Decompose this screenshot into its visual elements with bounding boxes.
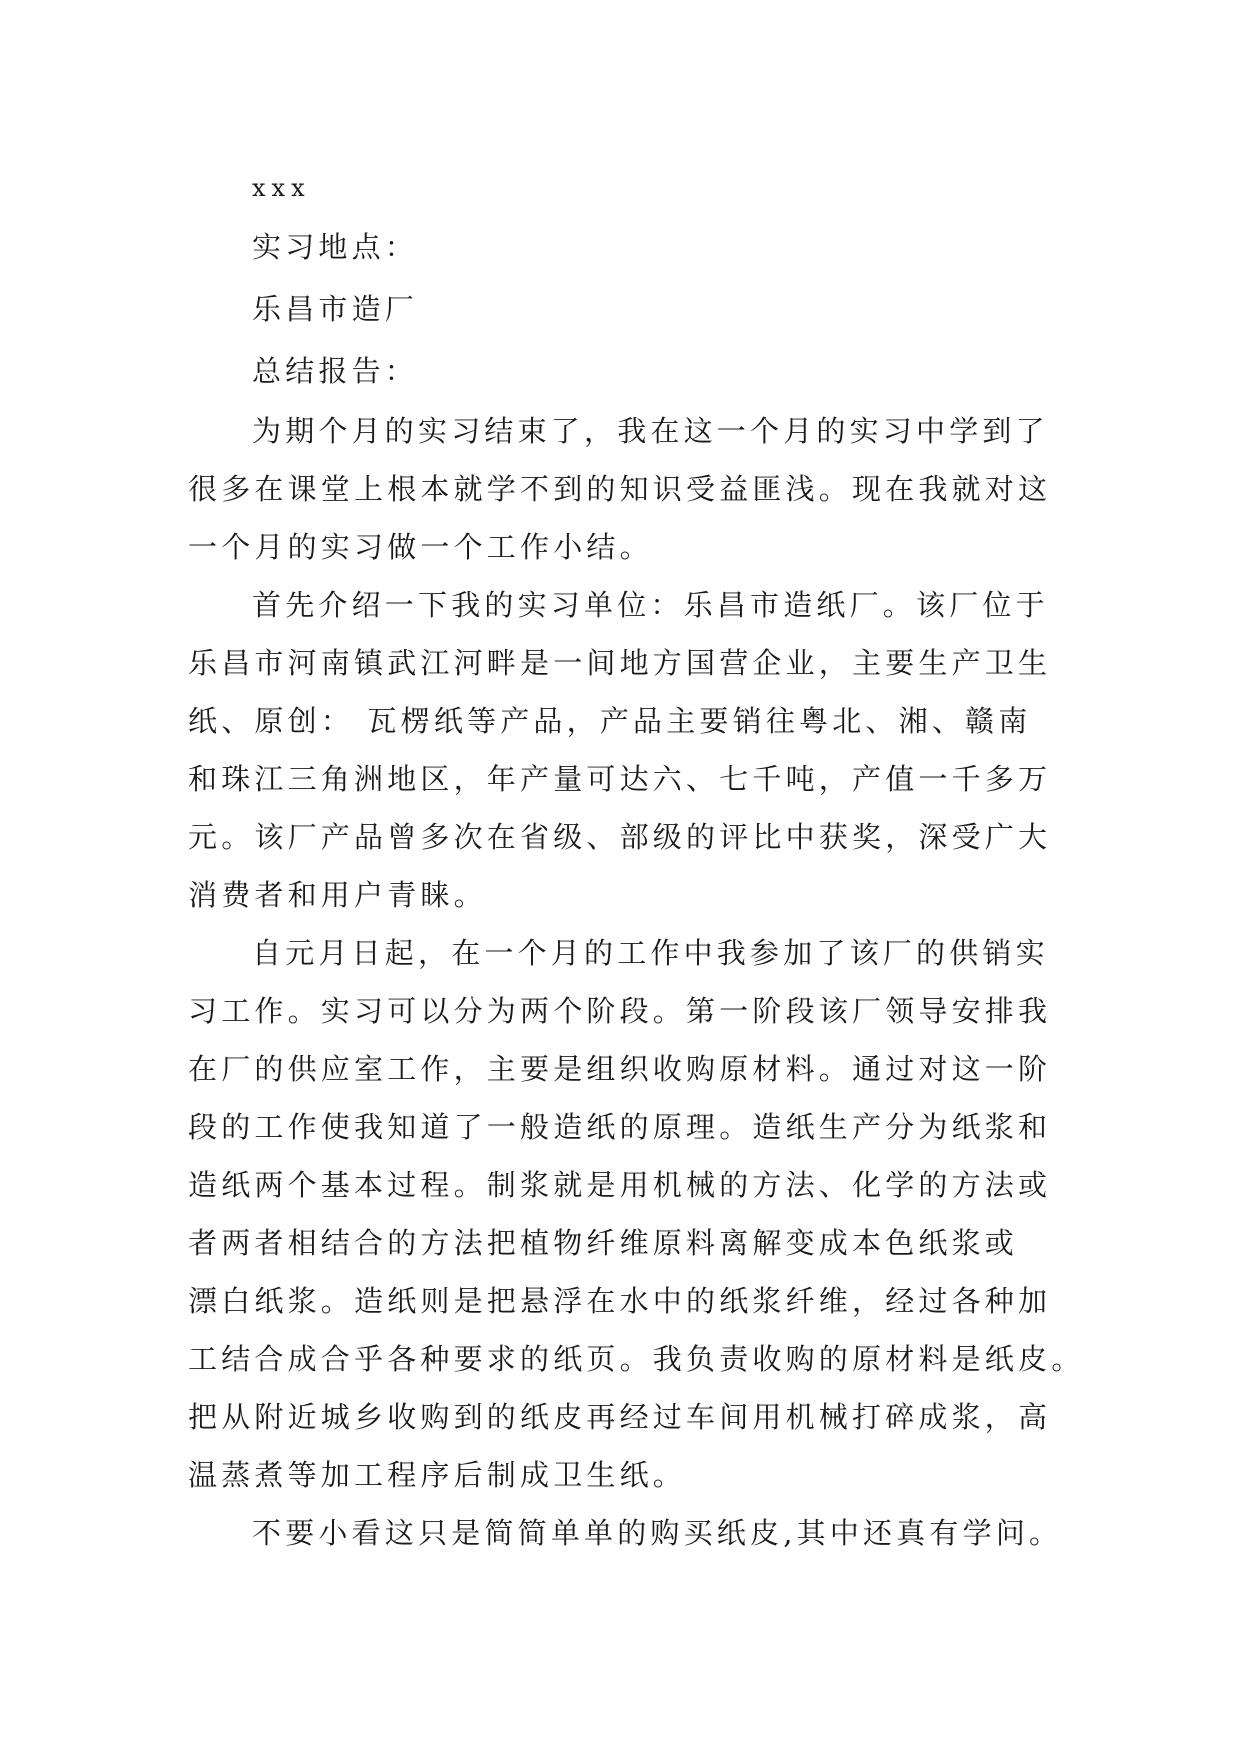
paragraph-line: 消费者和用户青睐。 xyxy=(188,878,487,912)
paragraph-line: 首先介绍一下我的实习单位：乐昌市造纸厂。该厂位于 xyxy=(252,588,1049,622)
paragraph-line: 者两者相结合的方法把植物纤维原料离解变成本色纸浆或 xyxy=(188,1226,1019,1260)
paragraph-line: 漂白纸浆。造纸则是把悬浮在水中的纸浆纤维，经过各种加 xyxy=(188,1284,1052,1318)
paragraph-line: 元。该厂产品曾多次在省级、部级的评比中获奖，深受广大 xyxy=(188,820,1052,854)
author-name: xxx xyxy=(252,174,311,202)
paragraph-line: 造纸两个基本过程。制浆就是用机械的方法、化学的方法或 xyxy=(188,1168,1052,1202)
paragraph-line: 把从附近城乡收购到的纸皮再经过车间用机械打碎成浆，高 xyxy=(188,1400,1052,1434)
paragraph-line: 为期个月的实习结束了，我在这一个月的实习中学到了 xyxy=(252,414,1049,448)
paragraph-line: 乐昌市河南镇武江河畔是一间地方国营企业，主要生产卫生 xyxy=(188,646,1052,680)
paragraph-line: 在厂的供应室工作，主要是组织收购原材料。通过对这一阶 xyxy=(188,1052,1052,1086)
paragraph-line: 习工作。实习可以分为两个阶段。第一阶段该厂领导安排我 xyxy=(188,994,1052,1028)
internship-place-label: 实习地点： xyxy=(252,230,419,264)
paragraph-line: 一个月的实习做一个工作小结。 xyxy=(188,530,653,564)
paragraph-line: 自元月日起，在一个月的工作中我参加了该厂的供销实 xyxy=(252,936,1049,970)
paragraph-line: 温蒸煮等加工程序后制成卫生纸。 xyxy=(188,1458,687,1492)
paragraph-line: 纸、原创： 瓦楞纸等产品，产品主要销往粤北、湘、赣南 xyxy=(188,704,1032,738)
paragraph-intro xyxy=(188,402,1054,576)
summary-report-label: 总结报告： xyxy=(252,354,419,388)
paragraph-work xyxy=(188,924,1085,1504)
paragraph-line: 不要小看这只是简简单单的购买纸皮,其中还真有学问。 xyxy=(252,1516,1063,1550)
internship-place-value: 乐昌市造厂 xyxy=(252,292,419,326)
paragraph-closing xyxy=(188,1504,1063,1562)
paragraph-line: 段的工作使我知道了一般造纸的原理。造纸生产分为纸浆和 xyxy=(188,1110,1052,1144)
paragraph-company xyxy=(188,576,1054,924)
document-body xyxy=(188,160,1085,1562)
paragraph-line: 和珠江三角洲地区，年产量可达六、七千吨，产值一千多万 xyxy=(188,762,1052,796)
paragraph-line: 很多在课堂上根本就学不到的知识受益匪浅。现在我就对这 xyxy=(188,472,1052,506)
paragraph-line: 工结合成合乎各种要求的纸页。我负责收购的原材料是纸皮。 xyxy=(188,1342,1085,1376)
